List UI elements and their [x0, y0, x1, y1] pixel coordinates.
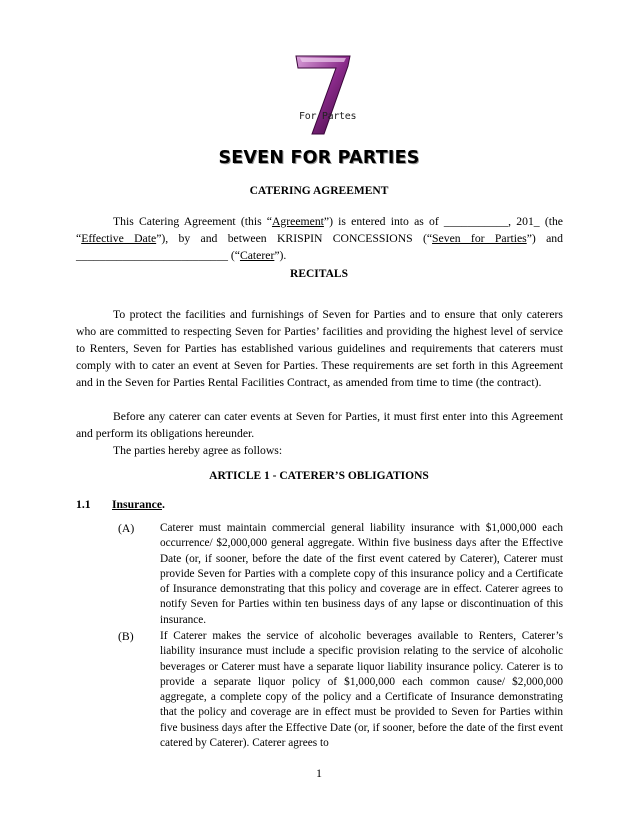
item-text-b: If Caterer makes the service of alcoholic beverages available to Renters, Caterer’s liability insurance must include a specific provision relating to the service of alcoholic beverages or Caterer must have a separate liquor liability insurance policy. Caterer is to provide a separate liquor policy of $1,000,000 each common cause/ $2,000,000 aggregate, a complete copy of the policy and a Certificate of Insurance demonstrating that the policy and coverage are in effect must be provided to Seven for Parties within five business days after the Effective Date (or, if sooner, before the date of the first event catered by Caterer). Caterer agrees to — [160, 630, 563, 750]
seven-logo — [288, 52, 378, 142]
recitals-paragraph-1: To protect the facilities and furnishings of Seven for Parties and to ensure that only caterers who are committed to respecting Seven for Parties’ facilities and providing the highest level of service to Renters, Seven for Parties has established various guidelines and requirements that caterers must comply with to cater an event at Seven for Parties. These requirements are set forth in this Agreement and in the Seven for Parties Rental Facilities Contract, as amended from time to time (the contract). — [76, 308, 563, 389]
item-text-a: Caterer must maintain commercial general liability insurance with $1,000,000 each occurrence/ $2,000,000 general aggregate. Within five business days after the Effective Date (or, if sooner, before the date of the first event catered by Caterer), Caterer must provide Seven for Parties with a complete copy of this insurance policy and a Certificate of Insurance demonstrating that this policy and coverage are in effect. Caterer agrees to notify Seven for Parties within ten business days of any lapse or discontinuation of this insurance. — [160, 522, 563, 626]
item-label-a: (A) — [118, 522, 135, 535]
item-label-b: (B) — [118, 630, 134, 643]
seven-numeral-graphic — [288, 52, 378, 142]
intro-text-4: ”) and __________________________ (“ — [76, 232, 563, 262]
section-title-suffix: . — [162, 498, 165, 511]
effective-date-term: Effective Date — [81, 232, 157, 245]
caterer-term: Caterer — [239, 249, 275, 262]
intro-text-3: ”), by and between KRISPIN CONCESSIONS (“ — [156, 232, 433, 245]
agreement-heading: CATERING AGREEMENT — [249, 185, 389, 197]
intro-text-5: ”). — [274, 249, 287, 262]
section-title — [112, 498, 165, 511]
page-number: 1 — [316, 766, 322, 780]
document-title: SEVEN FOR PARTIES — [218, 148, 420, 168]
recitals-heading: RECITALS — [290, 268, 348, 280]
section-title-text: Insurance — [112, 498, 163, 511]
intro-paragraph — [76, 213, 563, 264]
article-1-heading: ARTICLE 1 - CATERER’S OBLIGATIONS — [209, 470, 429, 482]
intro-text-1: This Catering Agreement (this “ — [113, 215, 272, 228]
logo-tagline: For Partes — [299, 111, 357, 122]
intro-text-2: ”) is entered into as of ___________, 201_ (the “ — [76, 215, 563, 245]
section-number: 1.1 — [76, 498, 91, 511]
agreement-term: Agreement — [271, 215, 324, 228]
recitals-paragraph-3: The parties hereby agree as follows: — [113, 444, 283, 457]
seven-term: Seven for Parties — [432, 232, 527, 245]
recitals-paragraph-2: Before any caterer can cater events at Seven for Parties, it must first enter into this Agreement and perform its obligations hereunder. — [76, 410, 563, 440]
